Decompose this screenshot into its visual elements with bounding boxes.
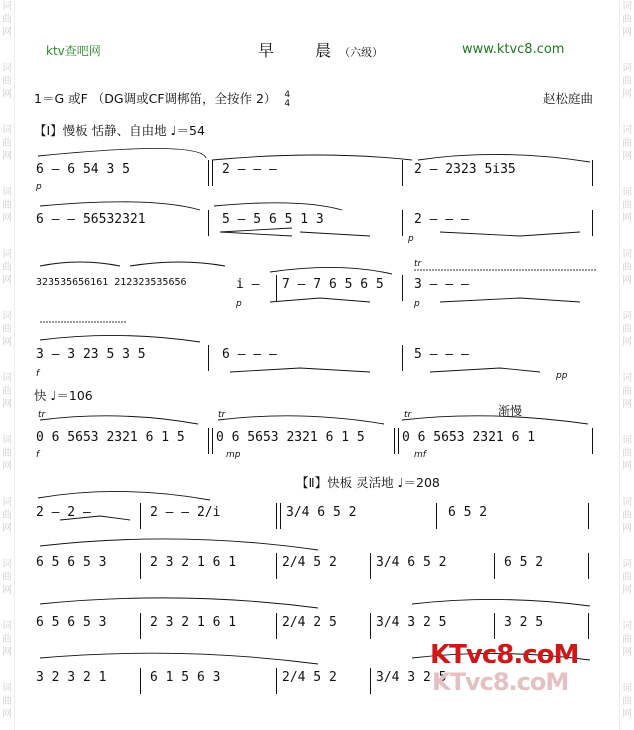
dynamic-pp: pp [556,371,568,381]
dynamic-p: p [236,299,242,309]
row8-seg3: 2/4 2 5 [282,615,337,630]
row9-seg3: 2/4 5 2 [282,670,337,685]
trill-mark: tr [38,410,46,420]
row6-seg4: 6 5 2 [448,505,488,520]
dynamic-p: p [36,182,42,192]
ktvc8-logo: KTvc8.coM [430,640,579,670]
row6-seg1: 2 – 2 – [36,505,91,520]
row9-seg1: 3 2 3 2 1 [36,670,107,685]
row5-seg2: 0 6 5653 2321 6 1 5 [216,430,365,445]
row1-seg1: 6 – 6 54 3 5 [36,162,130,177]
row5-seg1: 0 6 5653 2321 6 1 5 [36,430,185,445]
row6-seg3: 3/4 6 5 2 [286,505,357,520]
section-1-heading: 【Ⅰ】慢板 恬静、自由地 ♩＝54 [34,123,205,138]
row2-seg1: 6 – – 56532321 [36,212,146,227]
dynamic-mf: mf [414,450,426,460]
trill-mark: tr [414,259,422,269]
row4-seg2: 6 – – – [222,347,277,362]
time-signature: 4 4 [284,89,291,109]
row1-seg2: 2 – – – [222,162,277,177]
page-title: 早 晨（六级） [258,41,384,60]
row9-seg2: 6 1 5 6 3 [150,670,221,685]
row1-seg3: 2 – 2323 5i35 [414,162,516,177]
row7-seg5: 6 5 2 [504,555,544,570]
row8-seg4: 3/4 3 2 5 [376,615,447,630]
row7-seg4: 3/4 6 5 2 [376,555,447,570]
key-text: 1＝G 或F （DG调或CF调梆笛，全按作 2） [34,91,277,106]
dynamic-f: f [36,369,40,379]
row2-seg3: 2 – – – [414,212,469,227]
dynamic-p: p [408,234,414,244]
row3-seg1: 323535656161 212323535656 [36,277,187,288]
row2-seg2: 5 – 5 6 5 1 3 [222,212,324,227]
trill-mark: tr [218,410,226,420]
row8-seg5: 3 2 5 [504,615,544,630]
row3-seg3: 7 – 7 6 5 6 5 [282,277,384,292]
dynamic-mp: mp [226,450,241,460]
title-level: （六级） [339,46,384,59]
dynamic-p: p [414,299,420,309]
composer-credit: 赵松庭曲 [543,91,594,106]
left-site-link[interactable]: ktv查吧网 [46,44,101,58]
row5-seg3: 0 6 5653 2321 6 1 [402,430,536,445]
right-site-link[interactable]: www.ktvc8.com [462,42,565,57]
trill-mark: tr [404,410,412,420]
row6-seg2: 2 – – 2/i [150,505,221,520]
dynamic-f: f [36,450,40,460]
right-watermark-column: 词 曲 网 词 曲 网 词 曲 网 词 曲 网 词 曲 网 词 曲 网 词 曲 网 词 曲 网 词 曲 网 词 曲 网 词 曲 网 词 曲 网 [619,0,634,730]
row8-seg1: 6 5 6 5 3 [36,615,107,630]
row7-seg1: 6 5 6 5 3 [36,555,107,570]
row8-seg2: 2 3 2 1 6 1 [150,615,237,630]
row7-seg3: 2/4 5 2 [282,555,337,570]
row3-seg2: i – [236,277,260,292]
row9-seg4: 3/4 3 2 5 [376,670,447,685]
row4-seg3: 5 – – – [414,347,469,362]
row3-seg4: 3 – – – [414,277,469,292]
left-watermark-column: 词 曲 网 词 曲 网 词 曲 网 词 曲 网 词 曲 网 词 曲 网 词 曲 网 词 曲 网 词 曲 网 词 曲 网 词 曲 网 词 曲 网 [0,0,15,730]
ktvc8-logo-reflection: KTvc8.coM [432,668,569,696]
fast-tempo-mark: 快 ♩＝106 [34,388,93,403]
row7-seg2: 2 3 2 1 6 1 [150,555,237,570]
ritardando-mark: 渐慢 [498,404,523,418]
row4-seg1: 3 – 3 23 5 3 5 [36,347,146,362]
section-2-heading: 【Ⅱ】快板 灵活地 ♩＝208 [296,475,440,490]
